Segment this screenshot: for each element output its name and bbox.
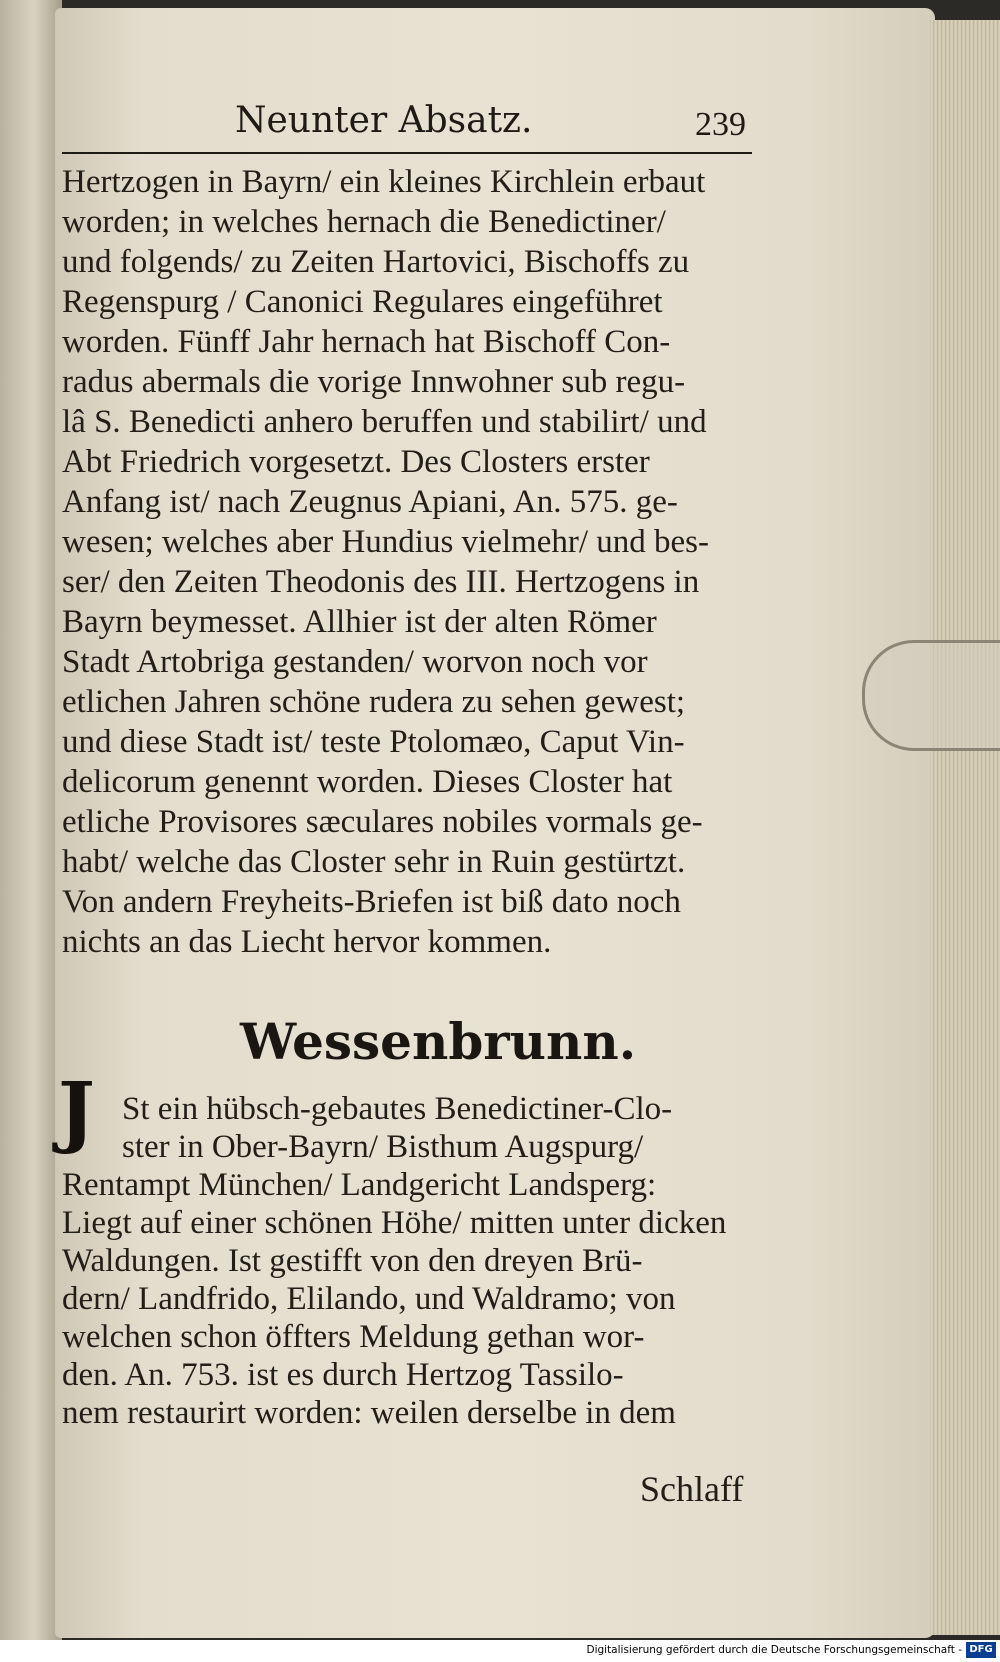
text-line: habt/ welche das Closter sehr in Ruin gestürtzt. xyxy=(62,844,686,880)
text-line: Waldungen. Ist gestifft von den dreyen Brü- xyxy=(62,1243,643,1279)
text-line: ser/ den Zeiten Theodonis des III. Hertzogens in xyxy=(62,564,700,600)
text-line: Anfang ist/ nach Zeugnus Apiani, An. 575. ge- xyxy=(62,484,678,520)
text-line: und folgends/ zu Zeiten Hartovici, Bischoffs zu xyxy=(62,244,690,280)
text-line: Hertzogen in Bayrn/ ein kleines Kirchlein erbaut xyxy=(62,164,706,200)
drop-cap: J xyxy=(58,1066,95,1157)
text-line: worden; in welches hernach die Benedictiner/ xyxy=(62,204,666,240)
text-line: etlichen Jahren schöne rudera zu sehen gewest; xyxy=(62,684,686,720)
page-number: 239 xyxy=(695,106,746,143)
text-line: welchen schon öffters Meldung gethan wor- xyxy=(62,1319,645,1355)
text-line: St ein hübsch-gebautes Benedictiner-Clo- xyxy=(122,1091,673,1127)
text-line: lâ S. Benedicti anhero beruffen und stabilirt/ und xyxy=(62,404,707,440)
text-line: Von andern Freyheits-Briefen ist biß dato noch xyxy=(62,884,681,920)
text-line: den. An. 753. ist es durch Hertzog Tassilo- xyxy=(62,1357,624,1393)
text-line: und diese Stadt ist/ teste Ptolomæo, Caput Vin- xyxy=(62,724,685,760)
text-line: Regenspurg / Canonici Regulares eingeführet xyxy=(62,284,663,320)
text-line: Rentampt München/ Landgericht Landsperg: xyxy=(62,1167,657,1203)
text-line: ster in Ober-Bayrn/ Bisthum Augspurg/ xyxy=(122,1129,644,1165)
text-line: dern/ Landfrido, Elilando, und Waldramo; von xyxy=(62,1281,676,1317)
text-line: nem restaurirt worden: weilen derselbe in dem xyxy=(62,1395,676,1431)
text-line: radus abermals die vorige Innwohner sub regu- xyxy=(62,364,686,400)
text-line: wesen; welches aber Hundius vielmehr/ und bes- xyxy=(62,524,709,560)
text-line: Liegt auf einer schönen Höhe/ mitten unter dicken xyxy=(62,1205,727,1241)
page-edges xyxy=(930,20,1000,1635)
facing-page-edge xyxy=(0,0,62,1640)
header-rule xyxy=(62,152,752,154)
text-line: Stadt Artobriga gestanden/ worvon noch vor xyxy=(62,644,648,680)
body-text xyxy=(62,162,762,962)
text-line: etliche Provisores sæculares nobiles vormals ge- xyxy=(62,804,703,840)
text-line: delicorum genennt worden. Dieses Closter hat xyxy=(62,764,673,800)
page-clip xyxy=(862,640,1000,751)
section-heading: Wessenbrunn. xyxy=(240,1012,637,1071)
text-line: worden. Fünff Jahr hernach hat Bischoff Con- xyxy=(62,324,671,360)
funding-credit: Digitalisierung gefördert durch die Deutsche Forschungsgemeinschaft - xyxy=(586,1644,962,1656)
catchword: Schlaff xyxy=(640,1469,744,1509)
running-head: Neunter Absatz. xyxy=(235,100,533,141)
dfg-logo: DFG xyxy=(966,1642,996,1658)
text-line: Bayrn beymesset. Allhier ist der alten Römer xyxy=(62,604,657,640)
text-line: Abt Friedrich vorgesetzt. Des Closters erster xyxy=(62,444,650,480)
text-line: nichts an das Liecht hervor kommen. xyxy=(62,924,552,960)
section-text xyxy=(62,1090,762,1432)
